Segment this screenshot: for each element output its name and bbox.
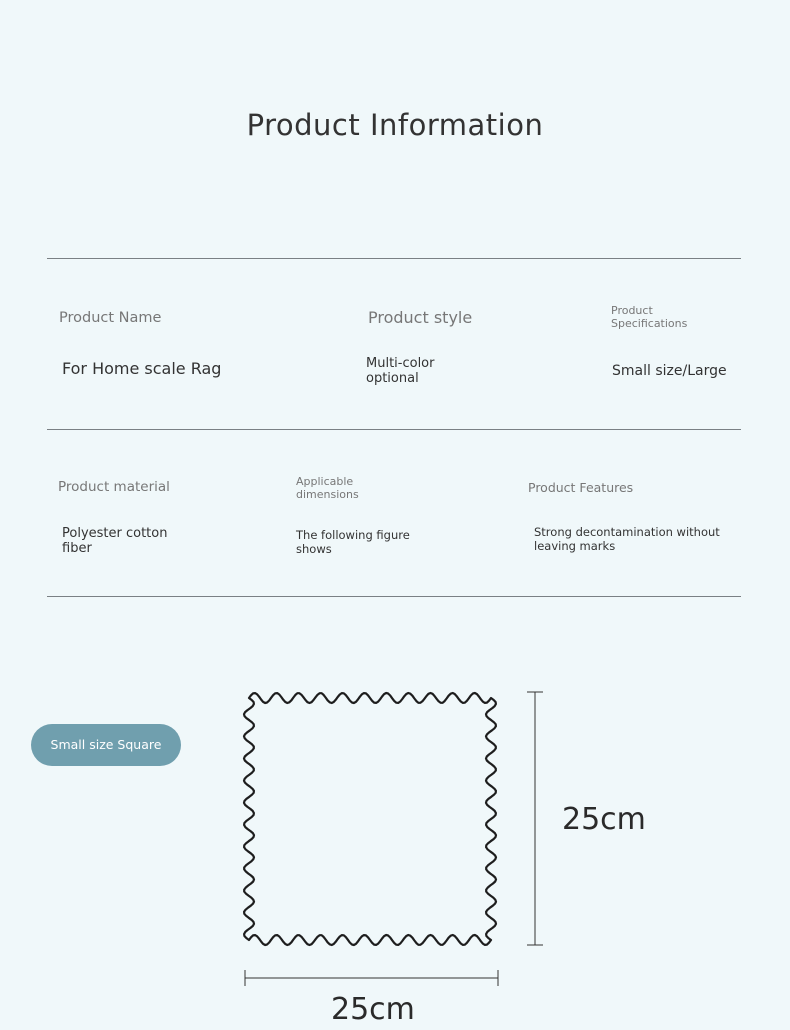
spec-label-product-name: Product Name [59, 310, 162, 326]
spec-label-product-style: Product style [368, 308, 473, 327]
spec-value-product-features: Strong decontamination without leaving marks [534, 525, 720, 553]
spec-value-product-style: Multi-color optional [366, 356, 435, 387]
page-title: Product Information [246, 108, 544, 142]
height-label: 25cm [562, 802, 646, 837]
size-badge: Small size Square [31, 724, 181, 766]
spec-value-product-specifications: Small size/Large [612, 363, 727, 379]
spec-value-applicable-dimensions: The following figure shows [296, 528, 410, 556]
spec-label-product-specifications: Product Specifications [611, 304, 688, 330]
spec-value-product-material: Polyester cotton fiber [62, 526, 168, 557]
spec-label-applicable-dimensions: Applicable dimensions [296, 475, 359, 501]
spec-label-product-features: Product Features [528, 480, 634, 495]
spec-label-product-material: Product material [58, 479, 170, 495]
spec-value-product-name: For Home scale Rag [62, 359, 222, 378]
wavy-cloth-outline [244, 693, 496, 945]
width-label: 25cm [331, 992, 415, 1027]
